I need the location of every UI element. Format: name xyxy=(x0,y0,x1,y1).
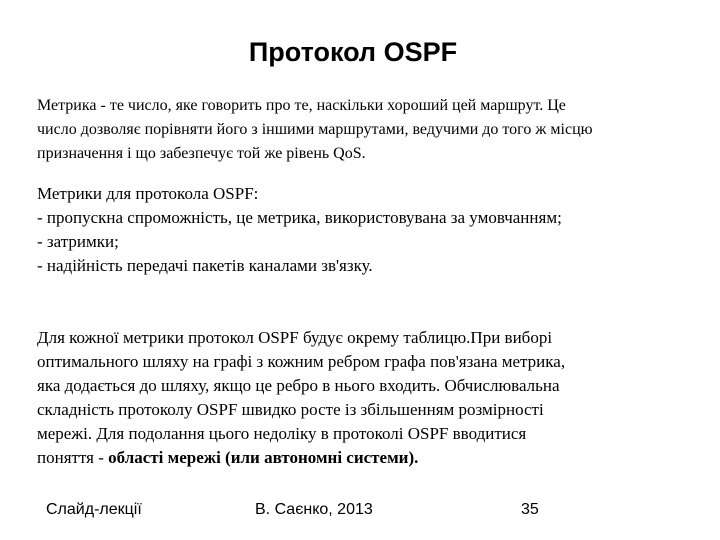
text-line: мережі. Для подолання цього недоліку в протоколі OSPF вводитися xyxy=(37,424,527,443)
text-line: Для кожної метрики протокол OSPF будує окрему таблицю.При виборі xyxy=(37,328,553,347)
text-line: оптимального шляху на графі з кожним ребром графа пов'язана метрика, xyxy=(37,352,566,371)
text-line: число дозволяє порівняти його з іншими маршрутами, ведучими до того ж місцю xyxy=(37,121,593,138)
bold-term: області мережі (или автономні системи). xyxy=(108,448,419,467)
list-item: - надійність передачі пакетів каналами зв'язку. xyxy=(37,256,373,275)
page-number: 35 xyxy=(521,501,539,518)
slide-title: Протокол OSPF xyxy=(248,37,458,67)
metric-definition-paragraph xyxy=(37,94,687,166)
footer-author: В. Саєнко, 2013 xyxy=(255,501,373,518)
footer-left: Слайд-лекції xyxy=(46,501,142,518)
list-item: - затримки; xyxy=(37,232,119,251)
ospf-metrics-list xyxy=(37,182,687,278)
text-line: складність протоколу OSPF швидко росте із збільшенням розмірності xyxy=(37,400,544,419)
ospf-tables-paragraph xyxy=(37,326,687,470)
list-heading: Метрики для протокола OSPF: xyxy=(37,184,259,203)
list-item: - пропускна спроможність, це метрика, використовувана за умовчанням; xyxy=(37,208,562,227)
text-prefix: поняття - xyxy=(37,448,109,467)
text-line: яка додається до шляху, якщо це ребро в нього входить. Обчислювальна xyxy=(37,376,560,395)
text-line xyxy=(37,446,687,470)
text-line: Метрика - те число, яке говорить про те, наскільки хороший цей маршрут. Це xyxy=(37,97,566,114)
text-line: призначення і що забезпечує той же рівень QoS. xyxy=(37,145,366,162)
